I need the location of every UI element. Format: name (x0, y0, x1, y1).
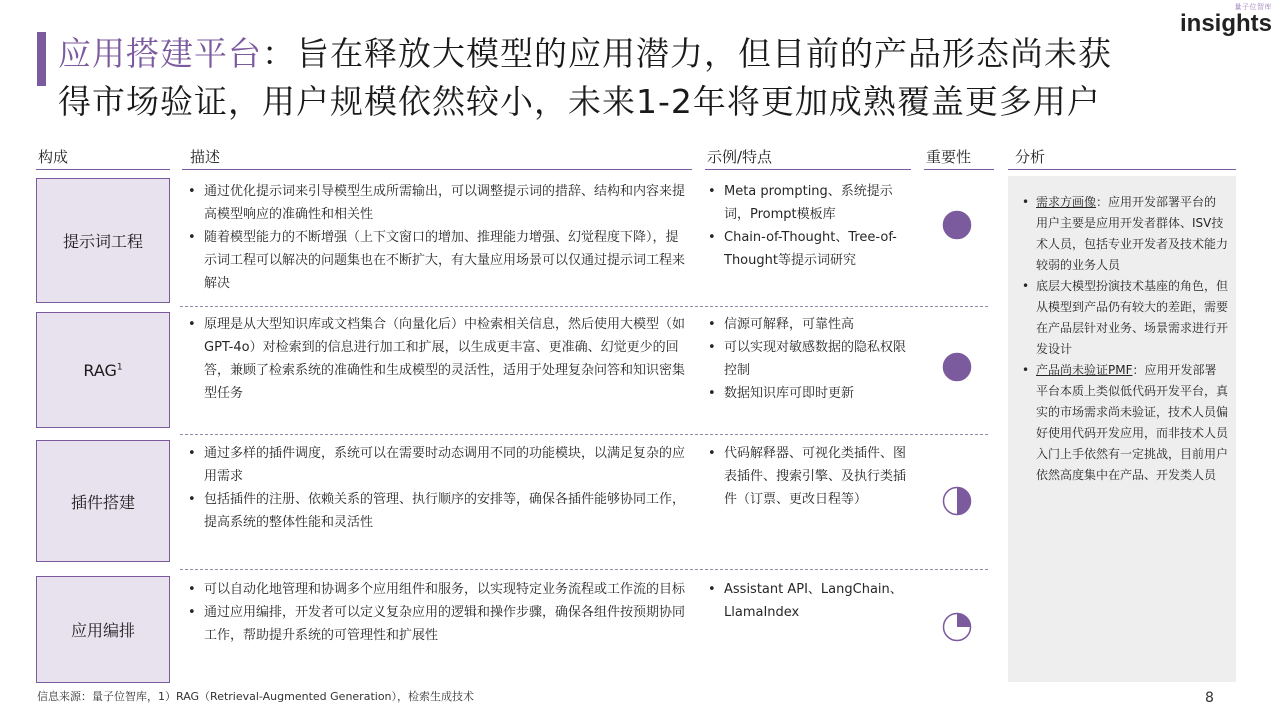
description-item: • 随着模型能力的不断增强（上下文窗口的增加、推理能力增强、幻觉程度下降），提示词工程可以解决的问题集也在不断扩大，有大量应用场景可以仅通过提示词工程来解决 (184, 226, 690, 295)
description-item: • 包括插件的注册、依赖关系的管理、执行顺序的安排等，确保各插件能够协同工作，提高系统的整体性能和灵活性 (184, 488, 690, 534)
example-item: • 可以实现对敏感数据的隐私权限控制 (704, 336, 914, 382)
col-header-importance: 重要性 (926, 148, 972, 166)
description-item: • 可以自动化地管理和协调多个应用组件和服务，以实现特定业务流程或工作流的目标 (184, 578, 690, 601)
col-header-analysis: 分析 (1015, 148, 1046, 166)
brand-logo-text: insights (1179, 10, 1272, 37)
description-item: • 通过优化提示词来引导模型生成所需输出，可以调整提示词的措辞、结构和内容来提高模型响应的准确性和相关性 (184, 180, 690, 226)
row-label-text: 提示词工程 (62, 232, 143, 251)
harvey-ball-fill (957, 614, 971, 628)
description-item: • 通过多样的插件调度，系统可以在需要时动态调用不同的功能模块，以满足复杂的应用需求 (184, 442, 690, 488)
example-item: • 数据知识库可即时更新 (704, 382, 914, 405)
row-examples-list (704, 578, 914, 624)
row-label-text: 插件搭建 (70, 492, 135, 512)
col-rule-examples (705, 169, 911, 170)
example-item: • 信源可解释，可靠性高 (704, 313, 914, 336)
row-label-text: RAG$^1$ (83, 360, 123, 380)
importance-harvey-ball (942, 612, 972, 642)
row-label-rag (36, 312, 170, 428)
page-number: 8 (1205, 690, 1214, 706)
analysis-panel (1008, 176, 1236, 682)
row-examples-list (704, 313, 914, 405)
analysis-item-text: ：应用开发部署平台本质上类似低代码开发平台，真实的市场需求尚未验证，技术人员偏好使用代码开发应用，而非技术人员入门上手依然有一定挑战，目前用户依然高度集中在产品、开发类人员 (1036, 363, 1229, 482)
analysis-item (1012, 192, 1228, 276)
page-title (58, 30, 1228, 126)
example-item: • Chain-of-Thought、Tree-of-Thought等提示词研究 (704, 226, 914, 272)
importance-harvey-ball (942, 486, 972, 516)
example-item: • Assistant API、LangChain、LlamaIndex (704, 578, 914, 624)
col-rule-analysis (1008, 169, 1236, 170)
analysis-item-text: ：应用开发部署平台的用户主要是应用开发者群体、ISV技术人员，包括专业开发者及技术能力较弱的业务人员 (1036, 195, 1229, 272)
row-divider (180, 306, 988, 307)
row-description-list (184, 313, 690, 405)
source-footnote: 信息来源：量子位智库，1）RAG（Retrieval-Augmented Generation），检索生成技术 (37, 690, 475, 703)
footnote-marker: 1 (116, 362, 123, 373)
row-label-app-orchestration (36, 576, 170, 683)
importance-harvey-ball (942, 210, 972, 240)
analysis-item-lead: 需求方画像 (1036, 195, 1097, 209)
title-line2: 得市场验证，用户规模依然较小，未来1-2年将更加成熟覆盖更多用户 (58, 82, 1101, 121)
harvey-ball-outline (944, 354, 971, 381)
col-rule-description (182, 169, 692, 170)
analysis-item-lead: 产品尚未验证PMF (1036, 363, 1133, 377)
description-item: • 通过应用编排，开发者可以定义复杂应用的逻辑和操作步骤，确保各组件按预期协同工作，帮助提升系统的可管理性和扩展性 (184, 601, 690, 647)
row-description-list (184, 180, 690, 295)
example-item: • 代码解释器、可视化类插件、图表插件、搜索引擎、及执行类插件（订票、更改日程等） (704, 442, 914, 511)
analysis-item (1012, 360, 1228, 486)
analysis-item-text: 底层大模型扮演技术基座的角色，但从模型到产品仍有较大的差距，需要在产品层针对业务、场景需求进行开发设计 (1036, 279, 1229, 356)
row-label-text: 应用编排 (70, 621, 135, 640)
description-item: • 原理是从大型知识库或文档集合（向量化后）中检索相关信息，然后使用大模型（如GPT-4o）对检索到的信息进行加工和扩展，以生成更丰富、更准确、幻觉更少的回答，兼顾了检索系统的准确性和生成模型的灵活性，适用于处理复杂问答和知识密集型任务 (184, 313, 690, 405)
row-label-prompt-engineering (36, 178, 170, 303)
importance-harvey-ball (942, 352, 972, 382)
analysis-item (1012, 276, 1228, 360)
analysis-list (1012, 192, 1228, 486)
row-divider (180, 569, 988, 570)
title-accent-bar (37, 32, 46, 86)
harvey-ball-outline (944, 212, 971, 239)
example-item: • Meta prompting、系统提示词，Prompt模板库 (704, 180, 914, 226)
col-rule-importance (924, 169, 994, 170)
row-label-plugin-building (36, 440, 170, 562)
row-examples-list (704, 442, 914, 511)
row-examples-list (704, 180, 914, 272)
row-description-list (184, 442, 690, 534)
brand-small-text: 量子位智库 (1234, 3, 1272, 11)
title-line1: ：旨在释放大模型的应用潜力，但目前的产品形态尚未获 (262, 34, 1112, 73)
row-description-list (184, 578, 690, 647)
title-highlight: 应用搭建平台 (58, 34, 262, 73)
col-header-composition: 构成 (38, 148, 69, 166)
col-header-examples: 示例/特点 (707, 148, 773, 166)
col-rule-composition (36, 169, 170, 170)
row-divider (180, 434, 988, 435)
col-header-description: 描述 (190, 148, 221, 166)
harvey-ball-fill (957, 488, 971, 515)
